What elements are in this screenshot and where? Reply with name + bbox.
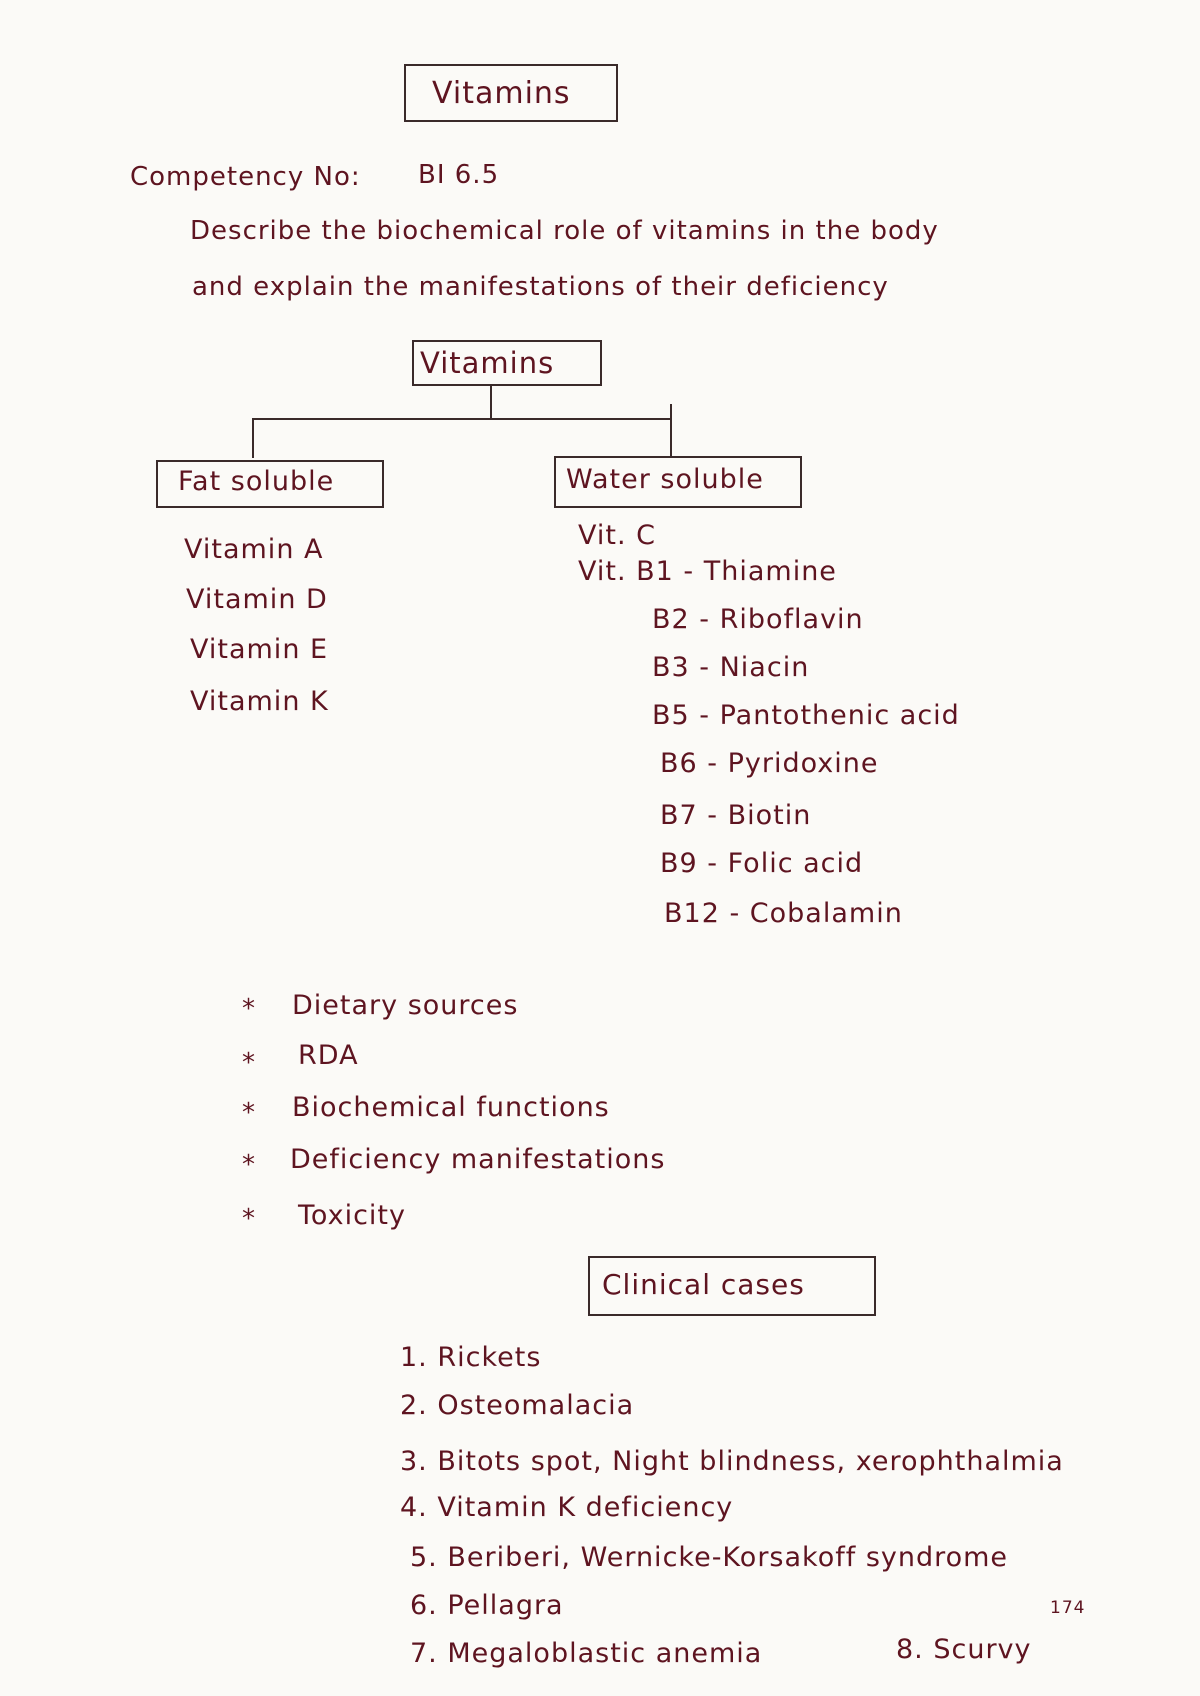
competency-code: BI 6.5 (418, 160, 500, 190)
clinical-case-item: 2. Osteomalacia (400, 1390, 635, 1421)
topic-item: Toxicity (298, 1200, 406, 1231)
topic-item: RDA (298, 1040, 359, 1071)
tree-connector-horizontal (252, 418, 672, 420)
water-soluble-item: Vit. C (578, 520, 656, 551)
bullet-star: * (242, 1150, 256, 1180)
water-soluble-item: B2 - Riboflavin (652, 604, 864, 635)
clinical-case-item: 7. Megaloblastic anemia (410, 1638, 763, 1669)
page-number: 174 (1050, 1598, 1086, 1618)
clinical-case-item: 5. Beriberi, Wernicke-Korsakoff syndrome (410, 1542, 1009, 1573)
tree-connector-vertical (490, 384, 492, 418)
clinical-case-item: 4. Vitamin K deficiency (400, 1492, 734, 1523)
fat-soluble-item: Vitamin K (190, 686, 329, 717)
competency-description-line-2: and explain the manifestations of their deficiency (192, 272, 889, 302)
bullet-star: * (242, 1204, 256, 1234)
tree-root-label: Vitamins (420, 346, 555, 380)
competency-label: Competency No: (130, 162, 361, 192)
water-soluble-item: B9 - Folic acid (660, 848, 864, 879)
water-soluble-item: B5 - Pantothenic acid (652, 700, 960, 731)
fat-soluble-item: Vitamin A (184, 534, 324, 565)
page-title: Vitamins (432, 76, 571, 111)
competency-description-line-1: Describe the biochemical role of vitamins in the body (190, 216, 939, 246)
clinical-case-item: 8. Scurvy (896, 1634, 1032, 1665)
clinical-case-item: 1. Rickets (400, 1342, 542, 1373)
water-soluble-item: Vit. B1 - Thiamine (578, 556, 837, 587)
topic-item: Deficiency manifestations (290, 1144, 666, 1175)
tree-connector-right (670, 404, 672, 456)
clinical-case-item: 3. Bitots spot, Night blindness, xerophthalmia (400, 1446, 1064, 1477)
bullet-star: * (242, 1048, 256, 1078)
water-soluble-item: B12 - Cobalamin (664, 898, 903, 929)
water-soluble-item: B7 - Biotin (660, 800, 812, 831)
water-soluble-heading: Water soluble (566, 464, 764, 495)
clinical-case-item: 6. Pellagra (410, 1590, 564, 1621)
bullet-star: * (242, 994, 256, 1024)
topic-item: Dietary sources (292, 990, 519, 1021)
fat-soluble-item: Vitamin E (190, 634, 329, 665)
fat-soluble-heading: Fat soluble (178, 466, 335, 497)
bullet-star: * (242, 1098, 256, 1128)
fat-soluble-item: Vitamin D (186, 584, 328, 615)
water-soluble-item: B6 - Pyridoxine (660, 748, 879, 779)
water-soluble-item: B3 - Niacin (652, 652, 810, 683)
tree-connector-left (252, 418, 254, 458)
topic-item: Biochemical functions (292, 1092, 610, 1123)
clinical-cases-heading: Clinical cases (602, 1268, 805, 1301)
